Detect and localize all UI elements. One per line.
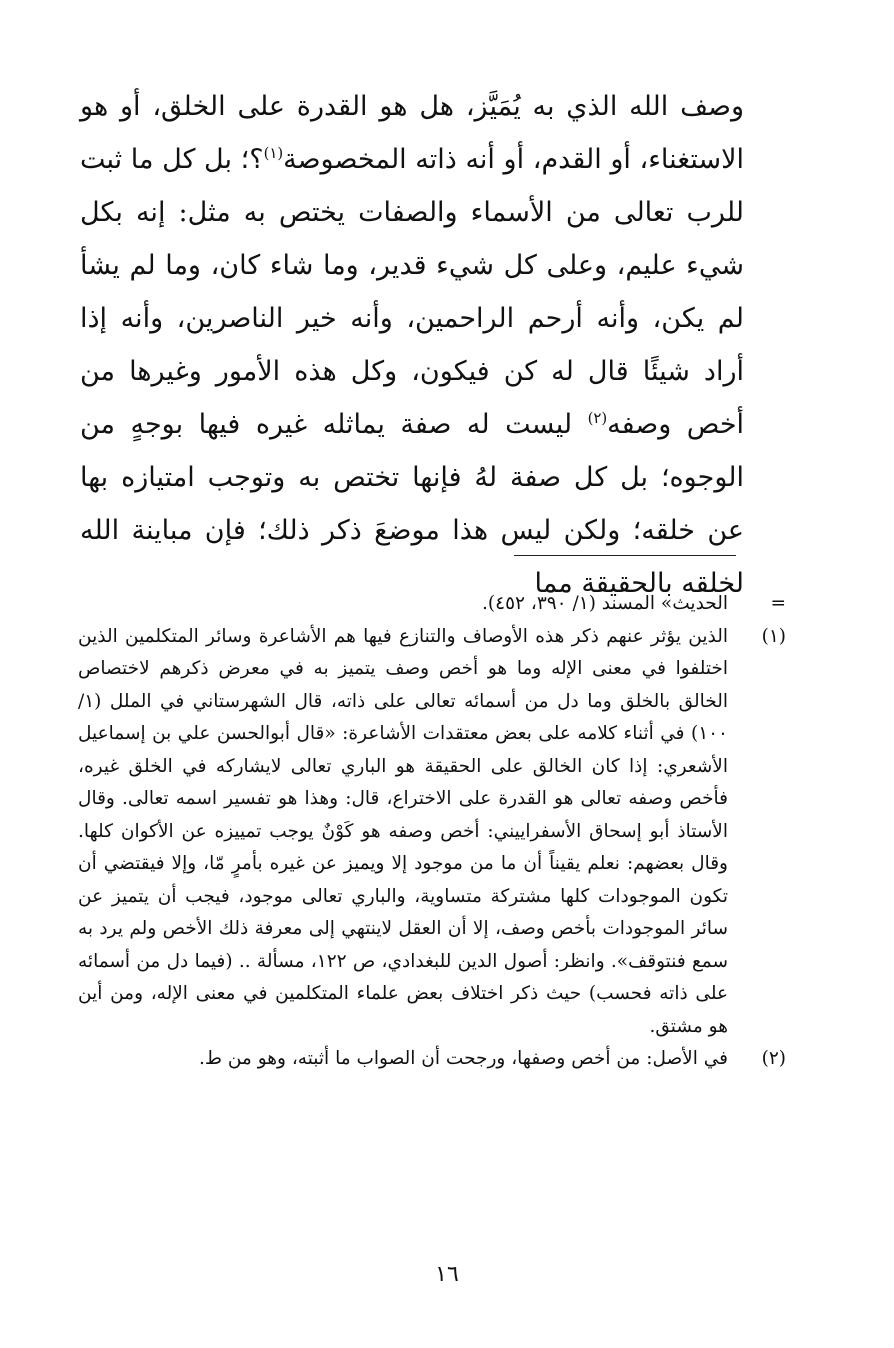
footnote-continuation xyxy=(78,588,786,621)
main-text-part-2: ؟؛ بل كل ما ثبت للرب تعالى من الأسماء والصفات يختص به مثل: إنه بكل شيء عليم، وعلى كل شيء قدير، وما شاء كان، وما لم يشأ لم يكن، وأنه أرحم الراحمين، وأنه خير الناصرين، وأنه إذا أراد شيئًا قال له كن فيكون، وكل هذه الأمور وغيرها من أخص وصفه xyxy=(80,144,745,440)
page-number: ١٦ xyxy=(435,1262,459,1287)
footnote-1-marker: (١) xyxy=(761,625,786,647)
footnote-1 xyxy=(78,621,786,1044)
footnote-separator xyxy=(514,555,736,556)
main-text-part-3: ليست له صفة يماثله غيره فيها بوجهٍ من الوجوه؛ بل كل صفة لهُ فإنها تختص به وتوجب امتيازه بها عن خلقه؛ ولكن ليس هذا موضعَ ذكر ذلك؛ فإن مباينة الله لخلقه بالحقيقة مما xyxy=(80,409,744,599)
footnote-ref-2[interactable]: (٢) xyxy=(587,409,608,427)
footnote-1-text: الذين يؤثر عنهم ذكر هذه الأوصاف والتنازع فيها هم الأشاعرة وسائر المتكلمين الذين اختلفوا في معنى الإله وما هو أخص وصف يتميز به في معرض ذكرهم لاختصاص الخالق بالخلق وما دل من أسمائه تعالى على ذاته، قال الشهرستاني في الملل (١/ ١٠٠) في أثناء كلامه على بعض معتقدات الأشاعرة: «قال أبوالحسن علي بن إسماعيل الأشعري: إذا كان الخالق على الحقيقة هو الباري تعالى لايشاركه في الخلق غيره، فأخص وصفه تعالى هو القدرة على الاختراع، قال: وهذا هو تفسير اسمه تعالى. وقال الأستاذ أبو إسحاق الأسفراييني: أخص وصفه هو كَوْنٌ يوجب تمييزه عن الأكوان كلها. وقال بعضهم: نعلم يقيناً أن ما من موجود إلا ويميز عن غيره بأمرٍ مّا، وإلا فيقتضي أن تكون الموجودات كلها مشتركة متساوية، والباري تعالى موجود، فيجب أن يتميز عن سائر الموجودات بأخص وصف، إلا أن العقل لاينتهي إلى معرفة ذلك الأخص ولم يرد به سمع فنتوقف». وانظر: أصول الدين للبغدادي، ص ١٢٢، مسألة .. (فيما دل من أسمائه على ذاته فحسب) حيث ذكر اختلاف بعض علماء المتكلمين في معنى الإله، ومن أين هو مشتق. xyxy=(78,625,729,1037)
main-text-part-1: وصف الله الذي به يُمَيَّز، هل هو القدرة على الخلق، أو هو الاستغناء، أو القدم، أو أنه ذاته المخصوصة xyxy=(80,91,744,175)
main-paragraph xyxy=(80,80,744,610)
footnote-continuation-text: الحديث» المسند (١/ ٣٩٠، ٤٥٢). xyxy=(482,593,728,614)
footnotes-section xyxy=(78,588,786,1076)
footnote-2 xyxy=(78,1043,786,1076)
footnote-2-marker: (٢) xyxy=(761,1048,786,1069)
footnote-2-text: في الأصل: من أخص وصفها، ورجحت أن الصواب ما أثبته، وهو من ط. xyxy=(198,1048,728,1069)
footnote-ref-1[interactable]: (١) xyxy=(263,144,284,162)
footnote-continuation-marker: = xyxy=(770,593,786,614)
